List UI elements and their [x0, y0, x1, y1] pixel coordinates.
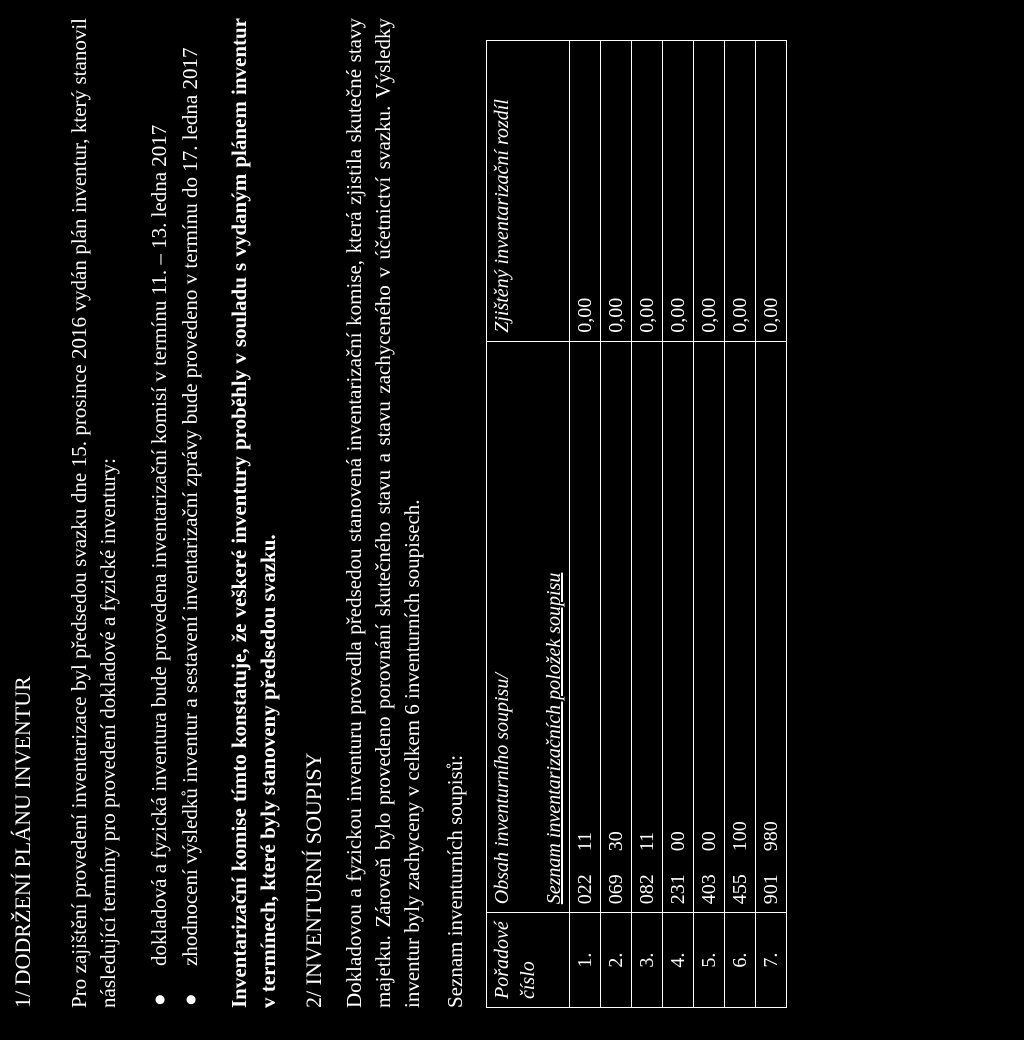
- deadline-item: [176, 18, 205, 1008]
- cell-difference: 0,00: [570, 41, 601, 342]
- table-row: [570, 41, 601, 1008]
- table-row: [694, 41, 725, 1008]
- cell-content: [694, 341, 725, 912]
- cell-order-number: 6.: [725, 913, 756, 1008]
- account-number: 022: [574, 874, 596, 905]
- sub-account: 11: [636, 831, 658, 852]
- cell-order-number: 3.: [632, 913, 663, 1008]
- inventory-table: [486, 40, 787, 1008]
- account-number: 901: [760, 874, 782, 905]
- cell-order-number: 7.: [756, 913, 787, 1008]
- table-row: [601, 41, 632, 1008]
- document-body: [8, 18, 787, 1008]
- cell-content: [570, 341, 601, 912]
- cell-order-number: 1.: [570, 913, 601, 1008]
- cell-difference: 0,00: [632, 41, 663, 342]
- sub-account: 00: [667, 831, 689, 852]
- header-order-number: Pořadové číslo: [487, 913, 570, 1008]
- section2-text: Dokladovou a fyzickou inventuru provedla předsedou stanovená inventarizační komise, která zjistila skutečné stavy majetku. Zároveň bylo provedeno porovnání skutečného stavu a stavu zachyceného v účetnictví svazku. Výsledky inventur byly zachyceny v celkem 6 inventurních soupisech.: [342, 18, 424, 1008]
- account-number: 082: [636, 874, 658, 905]
- cell-difference: 0,00: [725, 41, 756, 342]
- cell-order-number: 5.: [694, 913, 725, 1008]
- deadline-text: dokladová a fyzická inventura bude provedena inventarizační komisí v termínu 11. – 13. ledna 2017: [147, 124, 171, 966]
- cell-difference: 0,00: [694, 41, 725, 342]
- cell-content: [601, 341, 632, 912]
- sub-account: 11: [574, 831, 596, 852]
- sub-account: 00: [698, 831, 720, 852]
- cell-order-number: 4.: [663, 913, 694, 1008]
- cell-difference: 0,00: [601, 41, 632, 342]
- sub-account: 980: [760, 821, 782, 852]
- inventory-list-label: Seznam inventurních soupisů:: [443, 754, 467, 1008]
- account-number: 455: [729, 874, 751, 905]
- table-body: [570, 41, 787, 1008]
- section1-intro: Pro zajištění provedení inventarizace byl předsedou svazku dne 15. prosince 2016 vydán plán inventur, který stanovil následující termíny pro provedení dokladové a fyzické inventury:: [67, 18, 120, 1008]
- table-row: [756, 41, 787, 1008]
- cell-content: [725, 341, 756, 912]
- section2-title: 2/ INVENTURNÍ SOUPISY: [301, 752, 326, 1008]
- deadline-item: [145, 18, 174, 1008]
- header-difference: Zjištěný inventarizační rozdíl: [487, 41, 570, 342]
- bullet-icon: ●: [178, 993, 202, 1006]
- account-number: 231: [667, 874, 689, 905]
- sub-account: 30: [605, 831, 627, 852]
- commission-conclusion: Inventarizační komise tímto konstatuje, že veškeré inventury proběhly v souladu s vydaným plánem inventur v termínech, které byly stanoveny předsedou svazku.: [227, 18, 280, 1008]
- table-row: [632, 41, 663, 1008]
- bullet-icon: ●: [147, 993, 171, 1006]
- deadline-text: zhodnocení výsledků inventur a sestavení inventarizační zprávy bude provedeno v termínu do 17. ledna 2017: [178, 47, 202, 966]
- cell-difference: 0,00: [756, 41, 787, 342]
- header-content: [487, 341, 570, 912]
- section1-title: 1/ DODRŽENÍ PLÁNU INVENTUR: [10, 676, 35, 1008]
- account-number: 403: [698, 874, 720, 905]
- cell-content: [756, 341, 787, 912]
- table-row: [663, 41, 694, 1008]
- sub-account: 100: [729, 821, 751, 852]
- cell-difference: 0,00: [663, 41, 694, 342]
- account-number: 069: [605, 874, 627, 905]
- table-header-row: [487, 41, 570, 1008]
- cell-order-number: 2.: [601, 913, 632, 1008]
- cell-content: [632, 341, 663, 912]
- header-content-main: Obsah inventurního soupisu/: [491, 673, 513, 905]
- deadline-list: [145, 18, 205, 1008]
- table-row: [725, 41, 756, 1008]
- cell-content: [663, 341, 694, 912]
- header-content-sub: Seznam inventarizačních položek soupisu: [543, 572, 565, 905]
